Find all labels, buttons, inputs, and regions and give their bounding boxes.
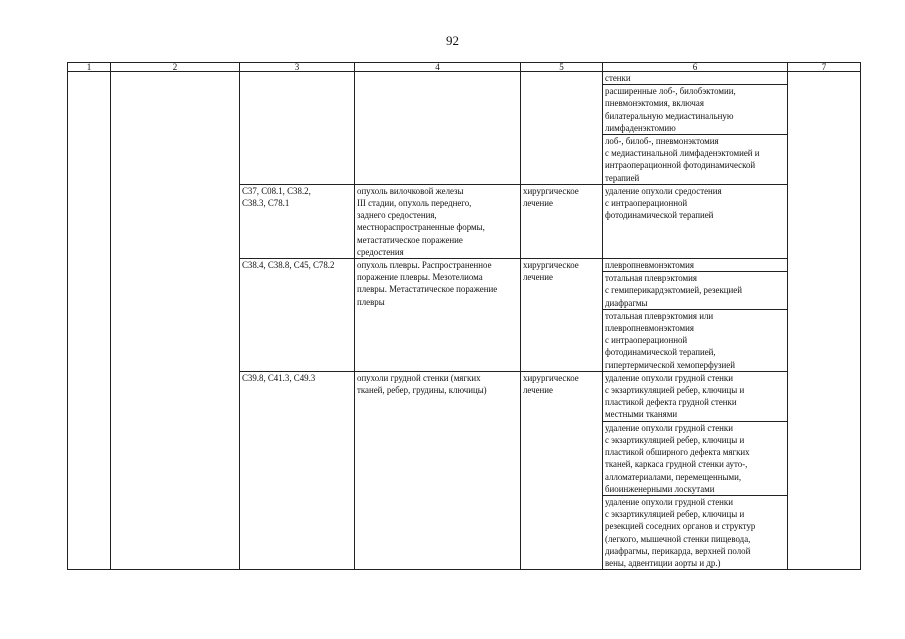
col-header-6: 6 (603, 63, 788, 72)
col-header-4: 4 (355, 63, 521, 72)
method-cell (521, 72, 603, 185)
medical-services-table (67, 62, 861, 570)
col-header-7: 7 (788, 63, 861, 72)
treatment-cell: плевропневмонэктомия (603, 259, 788, 272)
codes-cell: C37, C08.1, C38.2, C38.3, C78.1 (240, 184, 355, 258)
treatment-cell: тотальная плеврэктомия с гемиперикардэктомией, резекцией диафрагмы (603, 272, 788, 310)
diagnosis-cell: опухоль вилочковой железы III стадии, опухоль переднего, заднего средостения, местнораспространенные формы, метастатическое поражение средостения (355, 184, 521, 258)
diagnosis-cell (355, 72, 521, 185)
diagnosis-cell: опухоль плевры. Распространенное поражение плевры. Мезотелиома плевры. Метастатическое поражение плевры (355, 259, 521, 372)
method-cell: хирургическое лечение (521, 371, 603, 569)
treatment-cell: тотальная плеврэктомия или плевропневмонэктомия с интраоперационной фотодинамической терапией, гипертермической хемоперфузией (603, 309, 788, 371)
page-number: 92 (446, 33, 459, 48)
col-header-5: 5 (521, 63, 603, 72)
treatment-cell: удаление опухоли грудной стенки с экзартикуляцией ребер, ключицы и пластикой дефекта грудной стенки местными тканями (603, 371, 788, 421)
treatment-cell: стенки (603, 72, 788, 85)
col-header-3: 3 (240, 63, 355, 72)
treatment-cell: лоб-, билоб-, пневмонэктомия с медиастинальной лимфаденэктомией и интраоперационной фотодинамической терапией (603, 135, 788, 185)
table-row (68, 72, 861, 85)
treatment-cell: удаление опухоли средостения с интраоперационной фотодинамической терапией (603, 184, 788, 258)
col2-cell (111, 72, 240, 570)
diagnosis-cell: опухоли грудной стенки (мягких тканей, ребер, грудины, ключицы) (355, 371, 521, 569)
treatment-cell: расширенные лоб-, билобэктомии, пневмонэктомия, включая билатеральную медиастинальную лимфаденэктомию (603, 85, 788, 135)
col1-cell (68, 72, 111, 570)
codes-cell: C39.8, C41.3, C49.3 (240, 371, 355, 569)
method-cell: хирургическое лечение (521, 259, 603, 372)
col-header-1: 1 (68, 63, 111, 72)
codes-cell: C38.4, C38.8, C45, C78.2 (240, 259, 355, 372)
treatment-cell: удаление опухоли грудной стенки с экзартикуляцией ребер, ключицы и резекцией соседних органов и структур (легкого, мышечной стенки пищевода, диафрагмы, перикарда, верхней полой вены, адвентиции аорты и др.) (603, 495, 788, 569)
col-header-2: 2 (111, 63, 240, 72)
treatment-cell: удаление опухоли грудной стенки с экзартикуляцией ребер, ключицы и пластикой обширного дефекта мягких тканей, каркаса грудной стенки ауто-, алломатериалами, перемещенными, биоинженерными лоскутами (603, 421, 788, 495)
header-row (68, 63, 861, 72)
method-cell: хирургическое лечение (521, 184, 603, 258)
codes-cell (240, 72, 355, 185)
col7-cell (788, 72, 861, 570)
